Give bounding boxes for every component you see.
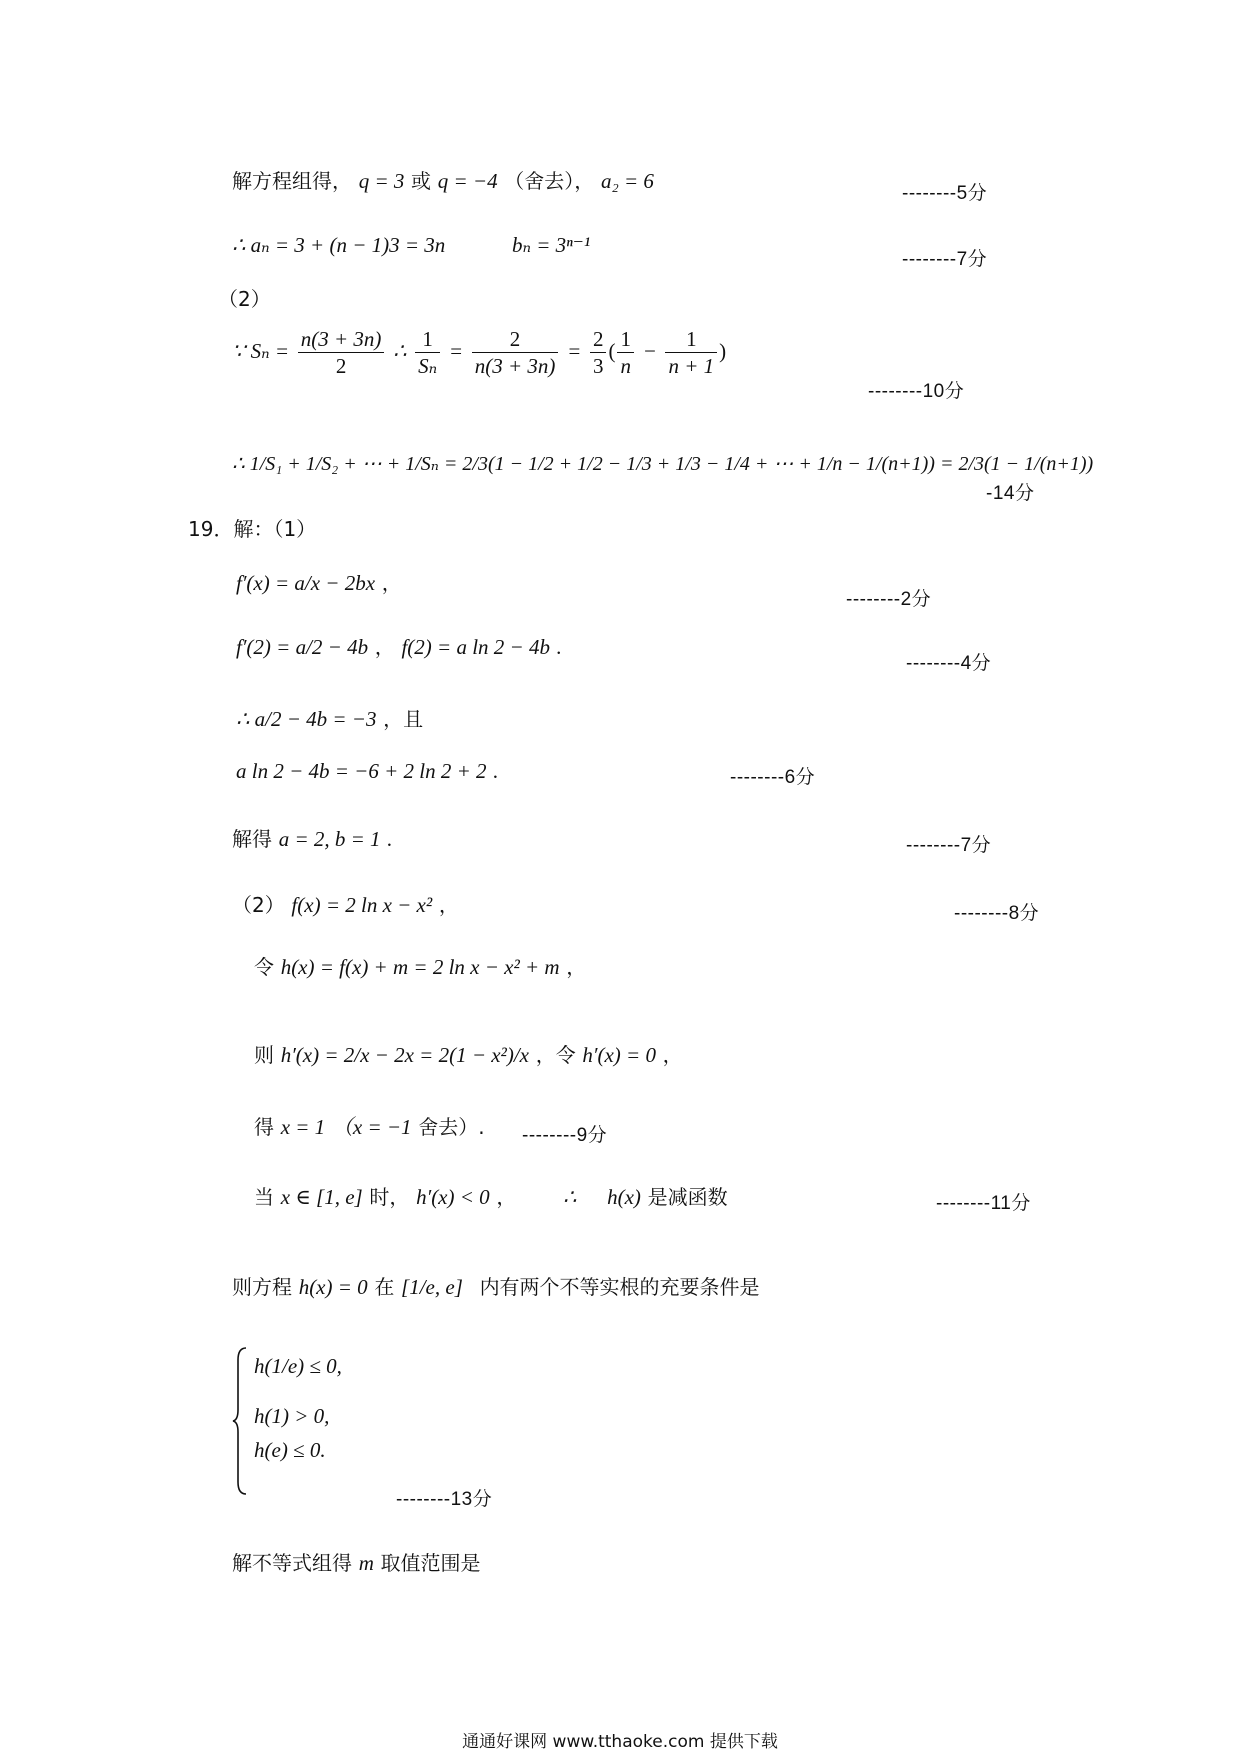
solution-line-8 xyxy=(236,632,562,662)
formula: [1/e, e] xyxy=(401,1275,463,1299)
formula: x ∈ [1, e] xyxy=(280,1185,363,1209)
solution-line-12 xyxy=(232,890,459,920)
text: （舍去）， xyxy=(504,169,595,193)
text: 在 xyxy=(374,1275,395,1299)
text: 解得 xyxy=(232,827,272,851)
solution-line-1 xyxy=(232,166,654,196)
formula: q = −4 xyxy=(437,169,498,193)
text: 是减函数 xyxy=(647,1185,728,1209)
solution-line-5 xyxy=(232,448,1093,479)
solution-line-4 xyxy=(232,326,726,379)
solution-line-9 xyxy=(236,704,423,734)
formula: − xyxy=(642,339,657,363)
text: 则 xyxy=(254,1043,274,1067)
formula: ∴ a/2 − 4b = −3 xyxy=(236,707,377,731)
formula: m xyxy=(358,1551,374,1575)
text: 或 xyxy=(411,169,432,193)
formula: x = 1 xyxy=(280,1115,326,1139)
formula: ∴ 1/S₁ + 1/S₂ + ⋯ + 1/Sₙ = 2/3(1 − 1/2 + 1/2 − 1/3 + 1/3 − 1/4 + ⋯ + 1/n − 1/(n+1)) = 2/3(1 − 1/(n+1)) xyxy=(232,453,1094,475)
text: 解不等式组得 xyxy=(232,1551,352,1575)
paren: ( xyxy=(608,339,616,363)
formula: . xyxy=(556,635,562,659)
score-mark: --------11分 xyxy=(936,1193,1031,1214)
fraction: $\frac{1}{n + 1}$ xyxy=(665,326,717,379)
solution-line-15 xyxy=(254,1112,485,1142)
system-brace xyxy=(232,1346,248,1496)
formula: f(2) = a ln 2 − 4b xyxy=(401,635,550,659)
formula: bₙ = 3ⁿ⁻¹ xyxy=(511,233,591,257)
inequality-1: h(1/e) ≤ 0, xyxy=(254,1354,342,1378)
score-mark: --------10分 xyxy=(868,381,965,402)
formula: h′(x) = 0 xyxy=(582,1043,656,1067)
score-mark: --------4分 xyxy=(906,653,992,674)
solution-line-16 xyxy=(254,1182,728,1212)
formula: f′(x) = a/x − 2bx xyxy=(236,571,376,595)
text: ，且 xyxy=(383,707,424,731)
paren: ) xyxy=(719,339,727,363)
fraction: $\frac{2}{3}$ xyxy=(590,326,607,379)
score-mark: -14分 xyxy=(986,483,1035,504)
formula: f(x) = 2 ln x − x² xyxy=(291,893,433,917)
solution-line-19 xyxy=(232,1548,481,1578)
formula: q = 3 xyxy=(358,169,405,193)
score-mark: --------7分 xyxy=(906,835,992,856)
solution-line-10 xyxy=(236,756,498,786)
text: ， xyxy=(381,571,402,595)
score-mark: --------6分 xyxy=(730,767,816,788)
formula: h(x) xyxy=(607,1185,641,1209)
part-label: （2） xyxy=(232,893,285,917)
text: 则方程 xyxy=(232,1275,292,1299)
score-mark: --------9分 xyxy=(522,1125,608,1146)
solution-line-17 xyxy=(232,1272,760,1302)
page-footer: 通通好课网 www.tthaoke.com 提供下载 xyxy=(462,1732,778,1752)
text: 解方程组得， xyxy=(232,169,352,193)
formula: f′(2) = a/2 − 4b xyxy=(236,635,369,659)
text: 取值范围是 xyxy=(380,1551,481,1575)
text: 当 xyxy=(254,1185,274,1209)
solution-line-7 xyxy=(236,568,402,598)
formula: . xyxy=(493,759,499,783)
question-19-label: 19．解：（1） xyxy=(188,517,317,541)
text: ， xyxy=(438,893,459,917)
formula: a₂ = 6 xyxy=(600,169,654,193)
solution-line-14 xyxy=(254,1040,683,1070)
text: ， xyxy=(496,1185,517,1209)
text: 令 xyxy=(254,955,274,979)
fraction: $\frac{1}{n}$ xyxy=(617,326,634,379)
part-label: （2） xyxy=(218,287,271,311)
formula: ∴ xyxy=(393,339,407,363)
formula: h′(x) = 2/x − 2x = 2(1 − x²)/x xyxy=(280,1043,530,1067)
formula: h′(x) < 0 xyxy=(416,1185,490,1209)
solution-line-13 xyxy=(254,952,586,982)
fraction: $\frac{n(3 + 3n)}{2}$ xyxy=(298,326,385,379)
score-mark: --------8分 xyxy=(954,903,1040,924)
fraction: $\frac{1}{\text{Sₙ}}$ xyxy=(415,326,440,379)
text: 时， xyxy=(369,1185,410,1209)
inequality-2: h(1) > 0, xyxy=(254,1404,330,1428)
formula: = xyxy=(448,339,464,363)
text: 得 xyxy=(254,1115,274,1139)
score-mark: --------13分 xyxy=(396,1489,493,1510)
formula: h(x) = f(x) + m = 2 ln x − x² + m xyxy=(280,955,560,979)
formula: a ln 2 − 4b = −6 + 2 ln 2 + 2 xyxy=(236,759,487,783)
formula: （x = −1 xyxy=(331,1115,412,1139)
score-mark: --------7分 xyxy=(902,249,988,270)
formula: = xyxy=(567,339,582,363)
text: 舍去）. xyxy=(418,1115,485,1139)
formula: h(x) = 0 xyxy=(298,1275,368,1299)
score-mark: --------2分 xyxy=(846,589,932,610)
formula: ∴ xyxy=(563,1185,577,1209)
text: 内有两个不等实根的充要条件是 xyxy=(479,1275,760,1299)
formula: . xyxy=(387,827,393,851)
formula: a = 2, b = 1 xyxy=(278,827,381,851)
text: ， xyxy=(374,635,395,659)
score-mark: --------5分 xyxy=(902,183,988,204)
solution-line-2 xyxy=(232,230,590,260)
solution-line-11 xyxy=(232,824,392,854)
text: ， xyxy=(566,955,587,979)
text: ， xyxy=(662,1043,683,1067)
fraction: $\frac{2}{n(3 + 3n)}$ xyxy=(472,326,559,379)
formula: ∵ Sₙ = xyxy=(232,339,290,363)
formula: ∴ aₙ = 3 + (n − 1)3 = 3n xyxy=(232,233,446,257)
text: ，令 xyxy=(535,1043,576,1067)
inequality-3: h(e) ≤ 0. xyxy=(254,1438,326,1462)
